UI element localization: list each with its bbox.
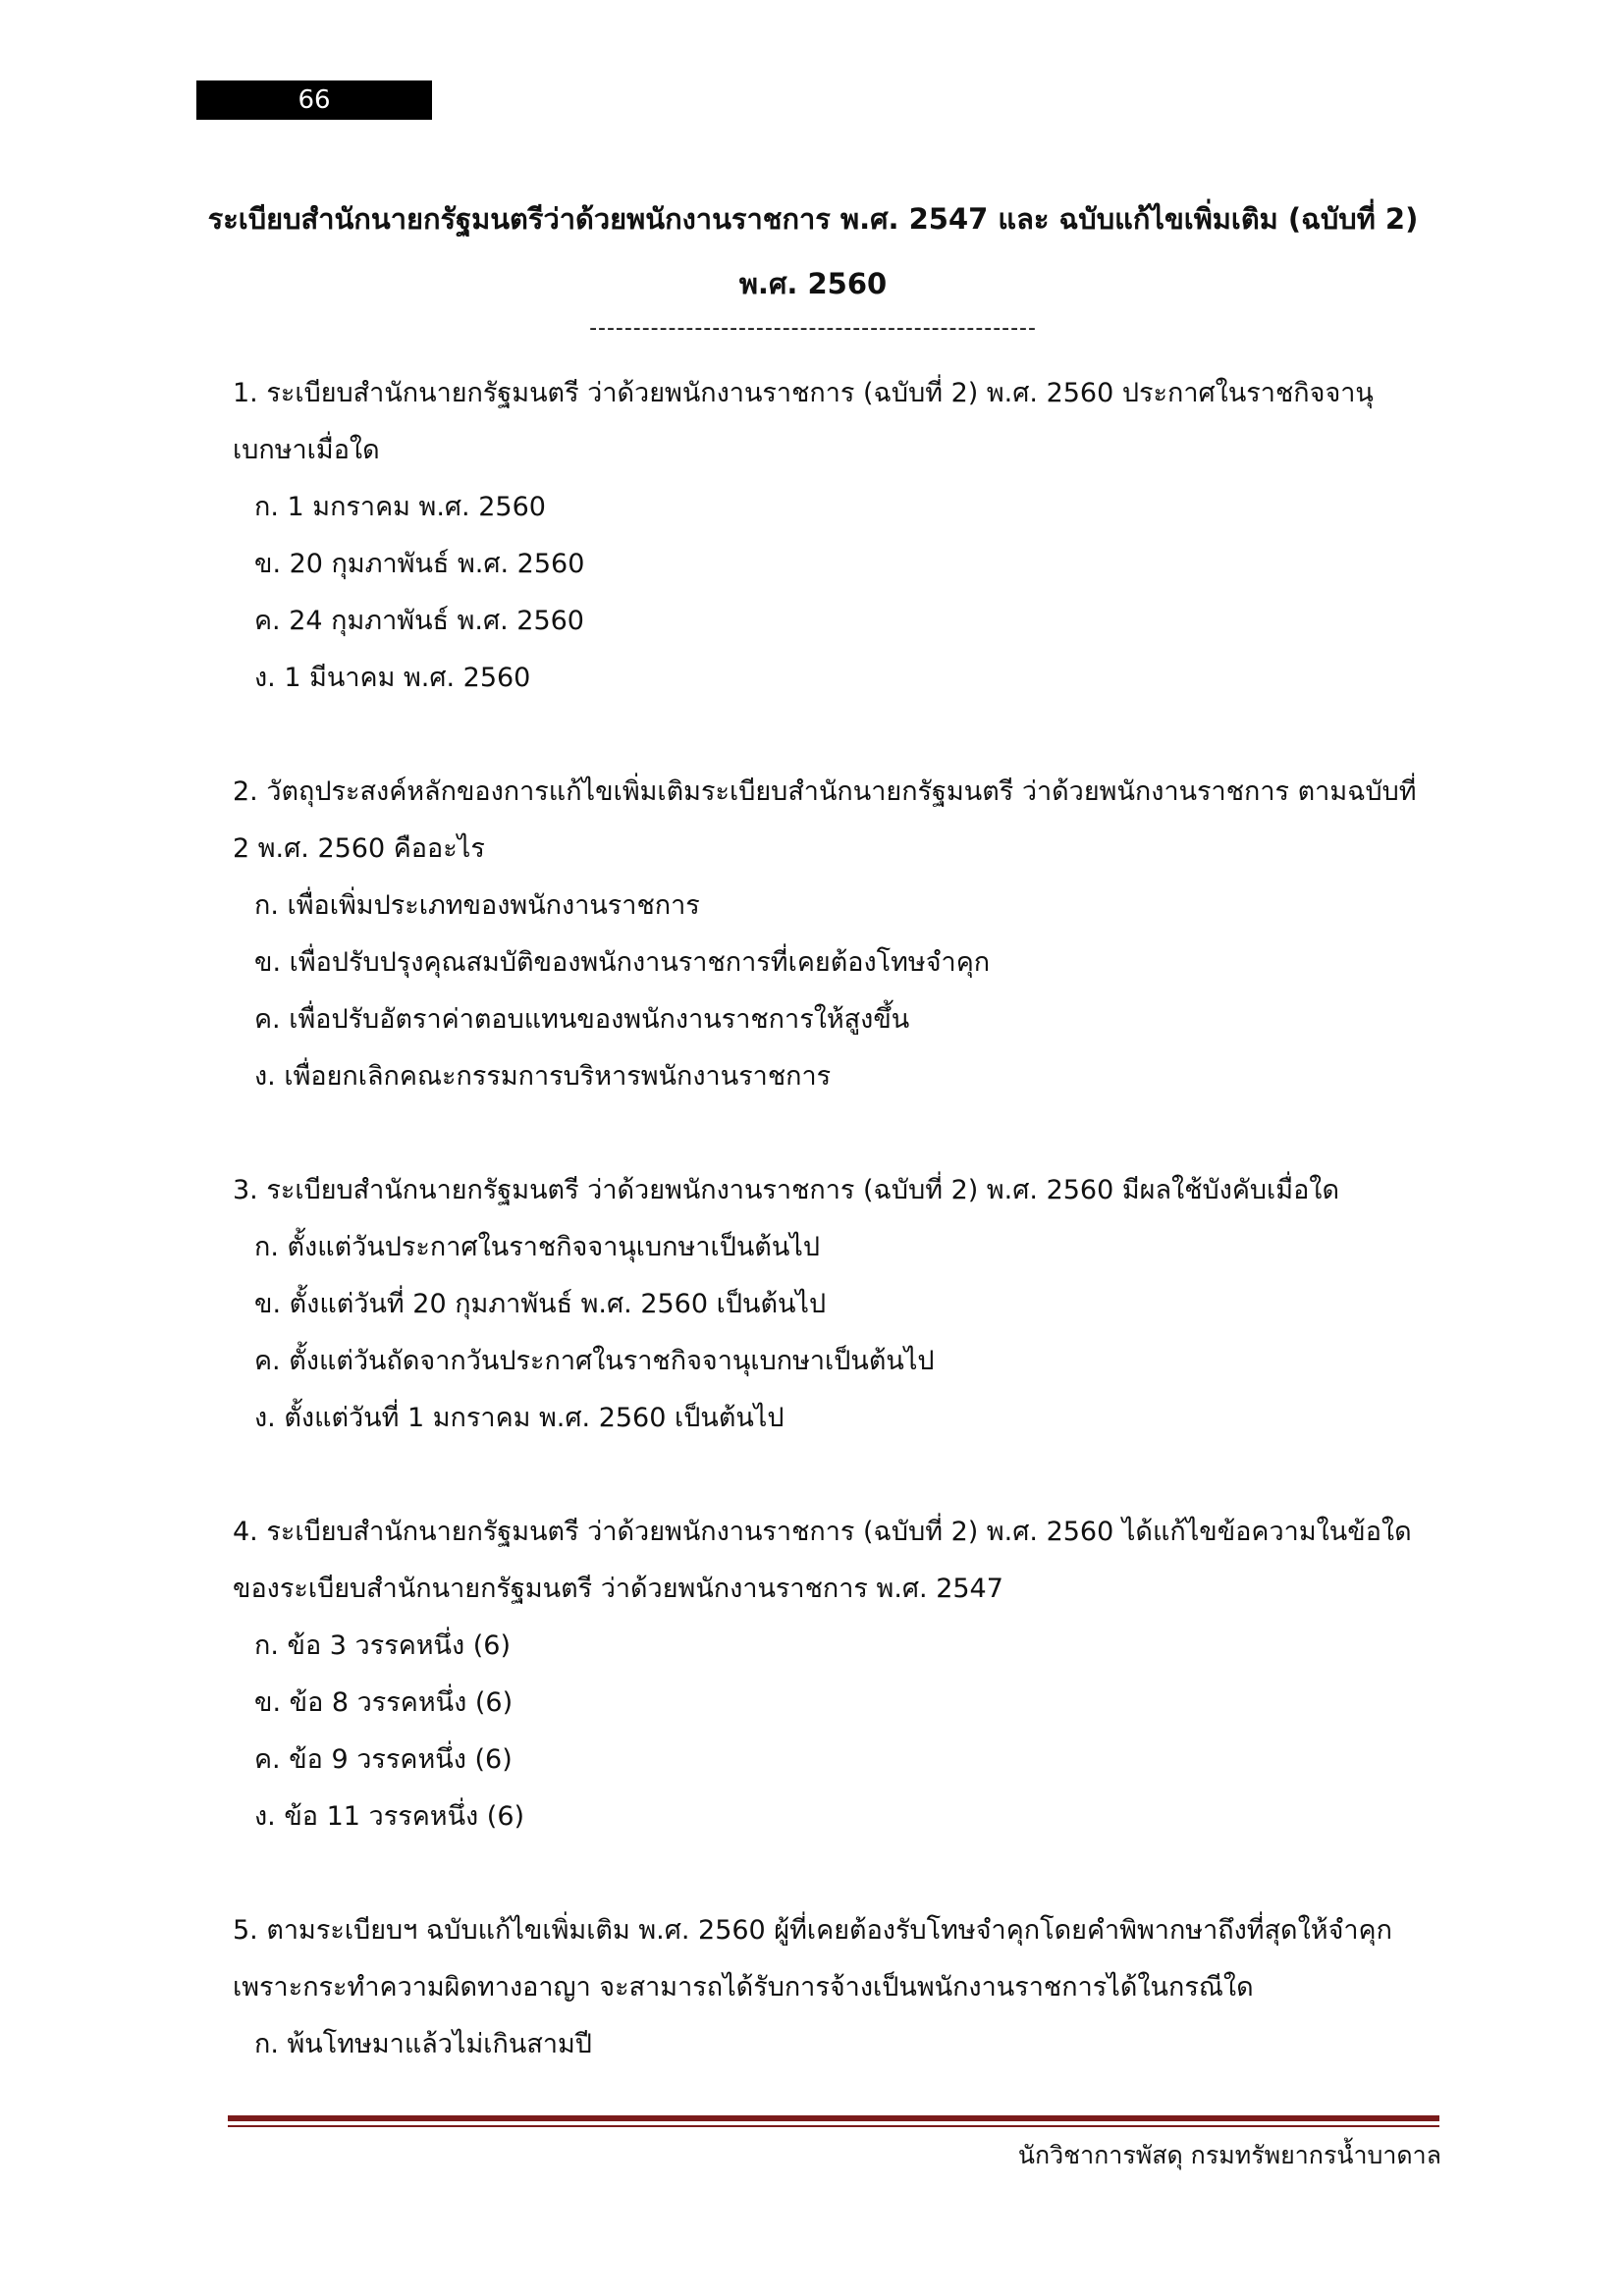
question-2 (233, 764, 1435, 1105)
choice-b: ข. 20 กุมภาพันธ์ พ.ศ. 2560 (254, 549, 585, 579)
choice-c: ค. ตั้งแต่วันถัดจากวันประกาศในราชกิจจานุเบกษาเป็นต้นไป (254, 1346, 935, 1376)
question-text: 4. ระเบียบสำนักนายกรัฐมนตรี ว่าด้วยพนักงานราชการ (ฉบับที่ 2) พ.ศ. 2560 ได้แก้ไขข้อความในข้อใดของระเบียบสำนักนายกรัฐมนตรี ว่าด้วยพนักงานราชการ พ.ศ. 2547 (233, 1517, 1412, 1604)
footer-author: นักวิชาการพัสดุ กรมทรัพยากรน้ำบาดาล (1017, 2141, 1441, 2169)
question-1 (233, 365, 1435, 707)
choice-c: ค. 24 กุมภาพันธ์ พ.ศ. 2560 (254, 606, 584, 636)
choice-a: ก. เพื่อเพิ่มประเภทของพนักงานราชการ (254, 890, 700, 921)
title-line-1: ระเบียบสำนักนายกรัฐมนตรีว่าด้วยพนักงานราชการ พ.ศ. 2547 และ ฉบับแก้ไขเพิ่มเติม (ฉบับที่ 2) (207, 202, 1419, 236)
question-5 (233, 1902, 1435, 2073)
question-3 (233, 1162, 1435, 1447)
choice-b: ข. ข้อ 8 วรรคหนึ่ง (6) (254, 1687, 514, 1718)
question-text: 5. ตามระเบียบฯ ฉบับแก้ไขเพิ่มเติม พ.ศ. 2560 ผู้ที่เคยต้องรับโทษจำคุกโดยคำพิพากษาถึงที่สุดให้จำคุกเพราะกระทำความผิดทางอาญา จะสามารถได้รับการจ้างเป็นพนักงานราชการได้ในกรณีใด (233, 1915, 1392, 2002)
question-text: 1. ระเบียบสำนักนายกรัฐมนตรี ว่าด้วยพนักงานราชการ (ฉบับที่ 2) พ.ศ. 2560 ประกาศในราชกิจจานุเบกษาเมื่อใด (233, 378, 1374, 465)
choice-a: ก. ข้อ 3 วรรคหนึ่ง (6) (254, 1630, 512, 1661)
title-divider: --------------------------------------------------- (589, 316, 1037, 341)
title-line-2: พ.ศ. 2560 (738, 267, 888, 300)
question-4 (233, 1504, 1435, 1845)
question-text: 3. ระเบียบสำนักนายกรัฐมนตรี ว่าด้วยพนักงานราชการ (ฉบับที่ 2) พ.ศ. 2560 มีผลใช้บังคับเมื่อใด (233, 1175, 1340, 1205)
page-number: 66 (196, 80, 432, 120)
footer-rule-thin (228, 2125, 1439, 2127)
choice-d: ง. เพื่อยกเลิกคณะกรรมการบริหารพนักงานราชการ (254, 1061, 832, 1092)
choice-c: ค. ข้อ 9 วรรคหนึ่ง (6) (254, 1744, 513, 1775)
choice-d: ง. 1 มีนาคม พ.ศ. 2560 (254, 663, 531, 693)
choice-a: ก. 1 มกราคม พ.ศ. 2560 (254, 492, 546, 522)
choice-a: ก. ตั้งแต่วันประกาศในราชกิจจานุเบกษาเป็นต้นไป (254, 1232, 821, 1262)
choice-d: ง. ตั้งแต่วันที่ 1 มกราคม พ.ศ. 2560 เป็นต้นไป (254, 1403, 785, 1433)
question-text: 2. วัตถุประสงค์หลักของการแก้ไขเพิ่มเติมระเบียบสำนักนายกรัฐมนตรี ว่าด้วยพนักงานราชการ ตามฉบับที่ 2 พ.ศ. 2560 คืออะไร (233, 776, 1417, 864)
footer-rule (228, 2115, 1439, 2121)
choice-b: ข. เพื่อปรับปรุงคุณสมบัติของพนักงานราชการที่เคยต้องโทษจำคุก (254, 947, 991, 978)
choice-a: ก. พ้นโทษมาแล้วไม่เกินสามปี (254, 2029, 592, 2059)
choice-b: ข. ตั้งแต่วันที่ 20 กุมภาพันธ์ พ.ศ. 2560 เป็นต้นไป (254, 1289, 827, 1319)
document-title (196, 187, 1430, 316)
choice-d: ง. ข้อ 11 วรรคหนึ่ง (6) (254, 1801, 525, 1832)
choice-c: ค. เพื่อปรับอัตราค่าตอบแทนของพนักงานราชการให้สูงขึ้น (254, 1004, 910, 1035)
question-list (233, 365, 1435, 2130)
